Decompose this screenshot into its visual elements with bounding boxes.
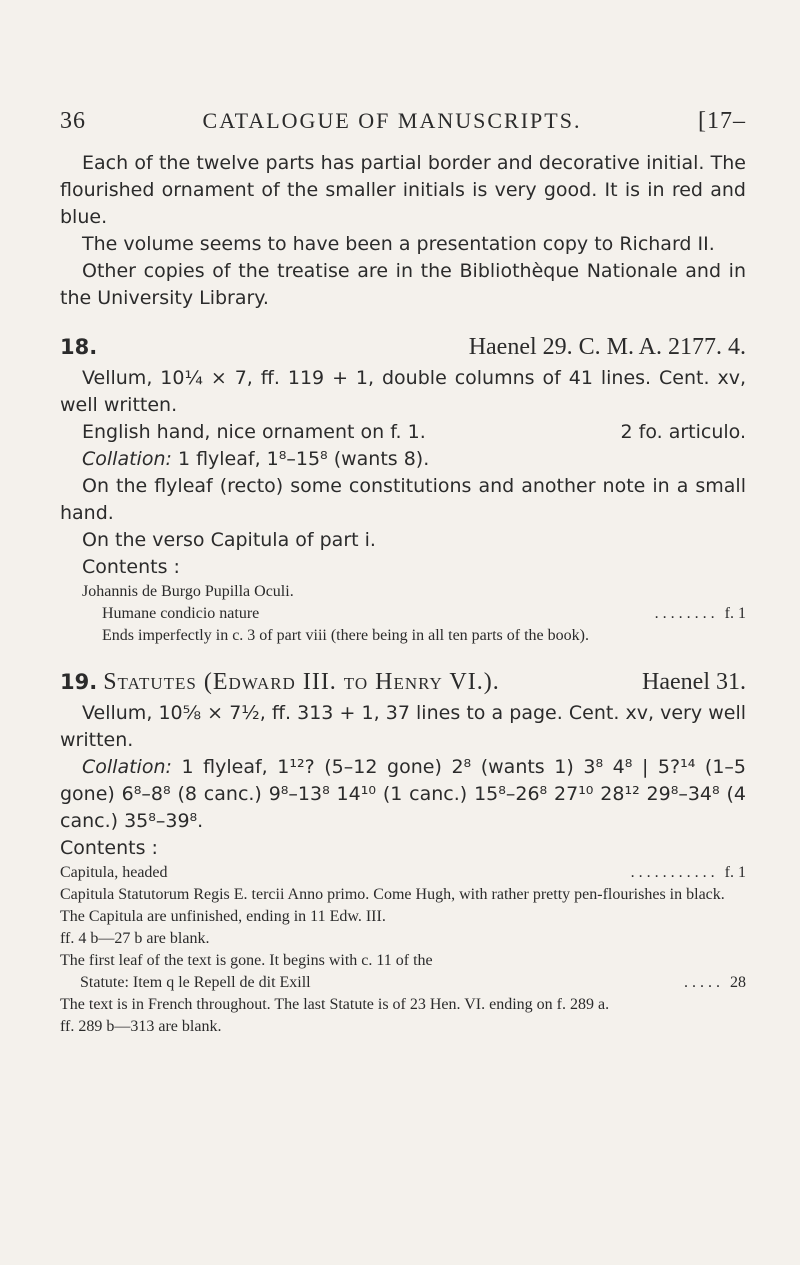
entry-19-heading (60, 669, 746, 696)
entry-18-contents (60, 581, 746, 647)
entry-19-contents (60, 862, 746, 1038)
contents-line: The Capitula are unfinished, ending in 11 Edw. III. (60, 908, 386, 925)
contents-line-text: Statute: Item q le Repell de dit Exill (80, 974, 311, 991)
entry-18-hand-line (60, 419, 746, 446)
contents-line: Johannis de Burgo Pupilla Oculi. (82, 583, 294, 600)
entry-18-flyleaf-note: On the flyleaf (recto) some constitutions and another note in a small hand. (60, 475, 746, 524)
folio-ref: f. 1 (724, 864, 746, 881)
contents-line: Capitula Statutorum Regis E. tercii Anno primo. Come Hugh, with rather pretty pen-flourishes in black. (60, 886, 725, 903)
page-body (60, 150, 746, 1038)
intro-paragraph-1: Each of the twelve parts has partial border and decorative initial. The flourished ornament of the smaller initials is very good. It is in red and blue. (60, 152, 746, 228)
entry-18-heading (60, 334, 746, 361)
entry-19-vellum: Vellum, 10⅝ × 7½, ff. 313 + 1, 37 lines to a page. Cent. xv, very well written. (60, 702, 746, 751)
entry-18-number: 18. (60, 335, 98, 359)
contents-line: ff. 289 b—313 are blank. (60, 1018, 222, 1035)
entry-18-collation (60, 446, 746, 473)
contents-note: Ends imperfectly in c. 3 of part viii (there being in all ten parts of the book). (102, 627, 589, 644)
contents-line (60, 862, 746, 884)
contents-line: The text is in French throughout. The last Statute is of 23 Hen. VI. ending on f. 289 a. (60, 996, 610, 1013)
collation-text: 1 flyleaf, 1⁸–15⁸ (wants 8). (177, 448, 430, 470)
entry-19 (60, 669, 746, 1038)
folio-ref: 28 (730, 974, 746, 991)
leader-dots: . . . . . . . . (654, 605, 715, 622)
folio-ref: f. 1 (724, 605, 746, 622)
collation-text: 1 flyleaf, 1¹²? (5–12 gone) 2⁸ (wants 1) 3⁸ 4⁸ | 5?¹⁴ (1–5 gone) 6⁸–8⁸ (8 canc.) 9⁸–13⁸ 14¹⁰ (1 canc.) 15⁸–26⁸ 27¹⁰ 28¹² 29⁸–34⁸ (4 canc.) 35⁸–39⁸. (60, 756, 747, 832)
entry-19-number: 19. (60, 670, 98, 694)
intro-paragraph-2: The volume seems to have been a presentation copy to Richard II. (82, 233, 715, 255)
entry-18 (60, 334, 746, 647)
contents-line (60, 972, 746, 994)
entry-19-title: Statutes (Edward III. to Henry VI.). (103, 669, 500, 695)
contents-line: The first leaf of the text is gone. It begins with c. 11 of the (60, 952, 433, 969)
entry-18-verso-note: On the verso Capitula of part i. (82, 529, 376, 551)
contents-line-text: Capitula, headed (60, 864, 168, 881)
entry-18-shelfmark: Haenel 29. C. M. A. 2177. 4. (468, 334, 746, 360)
intro-paragraph-3: Other copies of the treatise are in the Bibliothèque Nationale and in the University Library. (60, 260, 746, 309)
page-number: 36 (60, 108, 86, 134)
entry-range-bracket: [17– (698, 108, 746, 134)
entry-18-second-folio: 2 fo. articulo. (620, 421, 746, 443)
entry-18-vellum: Vellum, 10¼ × 7, ff. 119 + 1, double columns of 41 lines. Cent. xv, well written. (60, 367, 746, 416)
running-title: CATALOGUE OF MANUSCRIPTS. (202, 108, 582, 133)
entry-19-collation (60, 754, 746, 835)
leader-dots: . . . . . (684, 974, 720, 991)
entry-19-shelfmark: Haenel 31. (642, 669, 746, 695)
contents-line (82, 603, 746, 625)
contents-line: ff. 4 b—27 b are blank. (60, 930, 210, 947)
collation-label: Collation: (82, 448, 172, 470)
contents-line-text: Humane condicio nature (102, 605, 260, 622)
entry-19-contents-label: Contents : (60, 837, 158, 859)
collation-label: Collation: (82, 756, 172, 778)
leader-dots: . . . . . . . . . . . (630, 864, 715, 881)
running-header (60, 108, 746, 135)
entry-18-hand: English hand, nice ornament on f. 1. (82, 421, 426, 443)
entry-18-contents-label: Contents : (82, 556, 180, 578)
